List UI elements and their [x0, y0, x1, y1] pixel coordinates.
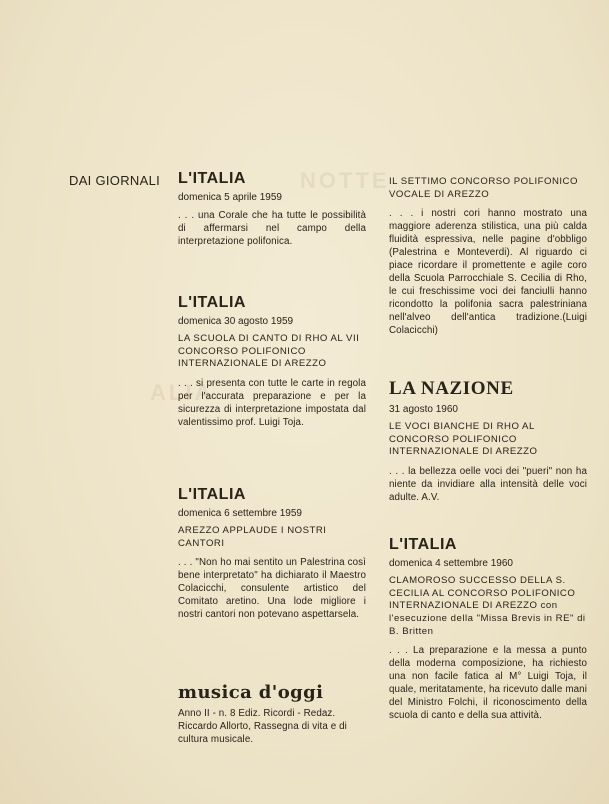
article-settimo-concorso [389, 176, 587, 337]
article-headline: LE VOCI BIANCHE DI RHO AL CONCORSO POLIFONICO INTERNAZIONALE DI AREZZO [389, 421, 538, 458]
article-litalia-1960-09-04 [389, 536, 587, 722]
article-la-nazione-1960-08-31 [389, 378, 587, 504]
show-through-text: NOTTE [300, 168, 390, 193]
article-date: 31 agosto 1960 [389, 404, 458, 415]
masthead: L'ITALIA [178, 294, 246, 311]
show-through-text: ALIA [150, 380, 214, 405]
article-body: . . . "Non ho mai sentito un Palestrina così bene interpretato" ha dichiarato il Maestro Colacicchi, consulente artistico del Comitato aretino. Una lode migliore i nostri cantori non potevano aspettarsela. [178, 557, 366, 621]
article-headline: CLAMOROSO SUCCESSO DELLA S. CECILIA AL CONCORSO POLIFONICO INTERNAZIONALE DI AREZZO con l'esecuzione della "Missa Brevis in RE" di B. Britten [389, 575, 586, 637]
article-headline: LA SCUOLA DI CANTO DI RHO AL VII CONCORSO POLIFONICO INTERNAZIONALE DI AREZZO [178, 333, 360, 370]
article-body: . . . la bellezza oelle voci dei "pueri" non ha niente da invidiare alla intensità delle voci adulte. A.V. [389, 465, 587, 503]
article-body: . . . La preparazione e la messa a punto della moderna composizione, ha richiesto una non facile fatica al M° Luigi Toja, il quale, meritatamente, ha ricevuto dalle mani del Ministro Folchi, il riconoscimento della scuola di canto e della sua attività. [389, 645, 587, 722]
article-date: domenica 6 settembre 1959 [178, 508, 302, 519]
masthead: L'ITALIA [389, 536, 457, 553]
masthead: LA NAZIONE [389, 378, 514, 399]
article-headline: IL SETTIMO CONCORSO POLIFONICO VOCALE DI AREZZO [389, 176, 578, 200]
article-date: domenica 4 settembre 1960 [389, 558, 513, 569]
article-date: domenica 30 agosto 1959 [178, 316, 294, 327]
article-litalia-1959-04-05 [178, 170, 366, 248]
masthead: L'ITALIA [178, 486, 246, 503]
article-headline: AREZZO APPLAUDE I NOSTRI CANTORI [178, 525, 327, 549]
article-litalia-1959-08-30 [178, 294, 366, 429]
article-body: . . . i nostri cori hanno mostrato una maggiore aderenza stilistica, una più calda fluidità espressiva, nelle pagine d'obbligo (Palestrina e Monteverdi). Al riguardo ci piace ricordare il promettente e agile coro della Scuola Parrocchiale S. Cecilia di Rho, le cui freschissime voci dei fanciulli hanno ricondotto la polifonia sacra palestriniana nell'alveo dell'antica tradizione.(Luigi Colacicchi) [389, 208, 587, 337]
masthead: L'ITALIA [178, 170, 246, 187]
article-musica-doggi [178, 682, 366, 746]
article-date: domenica 5 aprile 1959 [178, 192, 282, 203]
section-label: DAI GIORNALI [69, 173, 161, 188]
article-body: Anno II - n. 8 Ediz. Ricordi - Redaz. Riccardo Allorto, Rassegna di vita e di cultura musicale. [178, 708, 347, 746]
article-body: . . . una Corale che ha tutte le possibilità di affermarsi nel campo della interpretazione polifonica. [178, 210, 366, 248]
article-litalia-1959-09-06 [178, 486, 366, 621]
masthead-musica-doggi: musica d'oggi [178, 682, 324, 703]
article-body: . . . si presenta con tutte le carte in regola per l'accurata preparazione e per la sicurezza di interpretazione impostata dal valentissimo prof. Luigi Toja. [178, 377, 366, 429]
